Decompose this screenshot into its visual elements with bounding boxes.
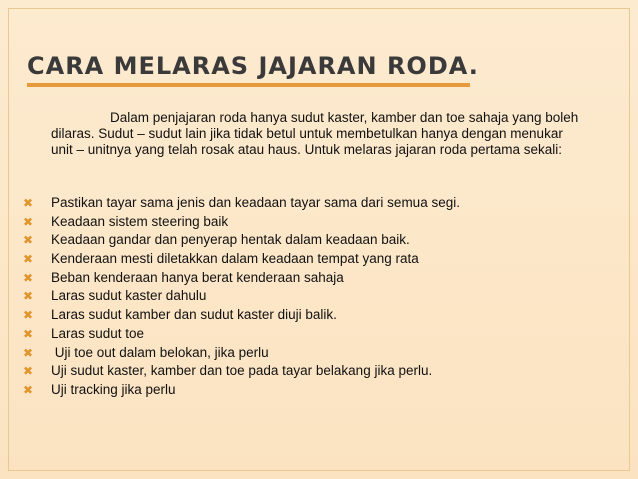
list-item-text: Keadaan gandar dan penyerap hentak dalam keadaan baik. [51, 232, 410, 248]
list-item [23, 269, 583, 288]
list-item-text: Uji tracking jika perlu [51, 381, 176, 397]
bullet-icon: ✖ [23, 252, 34, 267]
list-item [23, 250, 583, 269]
list-item [23, 194, 583, 213]
intro-paragraph: Dalam penjajaran roda hanya sudut kaster, kamber dan toe sahaja yang boleh dilaras. Sudut – sudut lain jika tidak betul untuk membetulkan hanya dengan menukar unit – unitnya yang telah rosak atau haus. Untuk melaras jajaran roda pertama sekali: [51, 110, 579, 157]
list-item-text: Beban kenderaan hanya berat kenderaan sahaja [51, 269, 344, 285]
list-item [23, 362, 583, 381]
slide-title: CARA MELARAS JAJARAN RODA. [27, 52, 479, 80]
list-item [23, 231, 583, 250]
bullet-icon: ✖ [23, 364, 34, 379]
list-item [23, 213, 583, 232]
bullet-icon: ✖ [23, 382, 34, 397]
bullet-icon: ✖ [23, 308, 34, 323]
list-item-text: Laras sudut kaster dahulu [51, 288, 207, 304]
list-item [23, 381, 583, 400]
list-item-text: Keadaan sistem steering baik [51, 213, 229, 229]
list-item-text: Laras sudut toe [51, 325, 145, 341]
list-item-text: Uji sudut kaster, kamber dan toe pada tayar belakang jika perlu. [51, 363, 433, 379]
list-item [23, 325, 583, 344]
bullet-list [23, 194, 583, 400]
list-item-text: Kenderaan mesti diletakkan dalam keadaan tempat yang rata [51, 251, 419, 267]
bullet-icon: ✖ [23, 196, 34, 210]
bullet-icon: ✖ [23, 326, 34, 341]
bullet-icon: ✖ [23, 289, 34, 304]
list-item [23, 344, 583, 363]
bullet-icon: ✖ [23, 270, 34, 285]
list-item [23, 306, 583, 325]
list-item-text: Pastikan tayar sama jenis dan keadaan tayar sama dari semua segi. [51, 195, 460, 210]
bullet-icon: ✖ [23, 233, 34, 248]
bullet-icon: ✖ [23, 214, 34, 229]
list-item-text: Laras sudut kamber dan sudut kaster diuji balik. [51, 307, 337, 323]
list-item [23, 287, 583, 306]
title-underline [27, 83, 470, 87]
list-item-text: Uji toe out dalam belokan, jika perlu [51, 344, 269, 360]
bullet-icon: ✖ [23, 345, 34, 360]
